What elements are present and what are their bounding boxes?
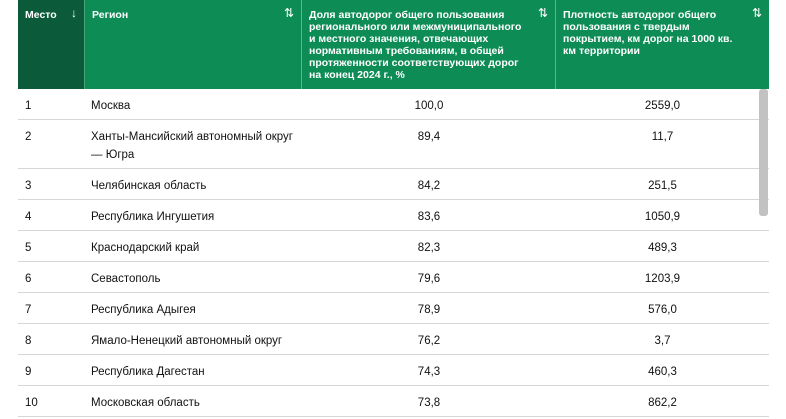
- table-row: [18, 89, 769, 120]
- rank-cell: 2: [25, 131, 32, 143]
- rating-table: [18, 0, 769, 419]
- vertical-scrollbar-thumb[interactable]: [759, 89, 768, 216]
- table-row: [18, 324, 769, 355]
- region-cell: Московская область: [91, 397, 200, 409]
- share-cell: 78,9: [417, 304, 441, 316]
- rank-cell: 4: [25, 211, 32, 223]
- column-header-label: Место: [25, 9, 57, 21]
- sort-toggle-icon[interactable]: ⇅: [283, 6, 294, 20]
- sort-toggle-icon[interactable]: ⇅: [537, 6, 548, 20]
- share-cell: 100,0: [414, 100, 444, 112]
- density-cell: 1050,9: [644, 211, 681, 223]
- table-row: [18, 231, 769, 262]
- rank-cell: 3: [25, 180, 32, 192]
- rank-cell: 6: [25, 273, 32, 285]
- column-header-rank[interactable]: [18, 0, 85, 89]
- region-cell: Республика Адыгея: [91, 304, 196, 316]
- table-row: [18, 169, 769, 200]
- share-cell: 82,3: [417, 242, 441, 254]
- column-header-label: Доля автодорог общего пользования регионального или межмуниципального и местного значения, отвечающих нормативным требованиям, в общей протяженности соответствующих дорог на конец 2024 г., %: [309, 9, 522, 81]
- region-cell: Ямало-Ненецкий автономный округ: [91, 335, 283, 347]
- share-cell: 73,8: [417, 397, 441, 409]
- region-cell: Республика Ингушетия: [91, 211, 215, 223]
- column-header-label: Регион: [92, 9, 129, 21]
- region-cell: Челябинская область: [91, 180, 207, 192]
- table-row: [18, 262, 769, 293]
- share-cell: 79,6: [417, 273, 441, 285]
- density-cell: 489,3: [648, 242, 677, 254]
- rank-cell: 1: [25, 100, 32, 112]
- rank-cell: 8: [25, 335, 32, 347]
- region-cell: Республика Дагестан: [91, 366, 205, 378]
- density-cell: 862,2: [648, 397, 677, 409]
- region-cell: Севастополь: [91, 273, 161, 285]
- density-cell: 460,3: [648, 366, 677, 378]
- share-cell: 89,4: [417, 131, 441, 143]
- table-row: [18, 200, 769, 231]
- table-row: [18, 355, 769, 386]
- table-body: [18, 89, 769, 417]
- rank-cell: 9: [25, 366, 32, 378]
- sort-desc-icon[interactable]: ↓: [71, 6, 77, 20]
- rank-cell: 7: [25, 304, 32, 316]
- column-header-density[interactable]: [556, 0, 769, 89]
- share-cell: 76,2: [417, 335, 441, 347]
- share-cell: 83,6: [417, 211, 441, 223]
- region-cell: Москва: [91, 100, 131, 112]
- region-cell: Краснодарский край: [91, 242, 200, 254]
- table-row: [18, 386, 769, 417]
- density-cell: 1203,9: [644, 273, 681, 285]
- density-cell: 576,0: [648, 304, 677, 316]
- column-header-share[interactable]: [302, 0, 556, 89]
- table-row: [18, 293, 769, 324]
- density-cell: 251,5: [648, 180, 677, 192]
- rank-cell: 10: [25, 397, 38, 409]
- sort-toggle-icon[interactable]: ⇅: [751, 6, 762, 20]
- share-cell: 84,2: [417, 180, 441, 192]
- column-header-label: Плотность автодорог общего пользования с твердым покрытием, км дорог на 1000 кв. км территории: [563, 9, 733, 57]
- density-cell: 2559,0: [644, 100, 681, 112]
- rank-cell: 5: [25, 242, 32, 254]
- density-cell: 11,7: [651, 131, 674, 143]
- table-row: [18, 120, 769, 169]
- density-cell: 3,7: [654, 335, 671, 347]
- share-cell: 74,3: [417, 366, 441, 378]
- region-cell: Ханты-Мансийский автономный округ — Югра: [91, 131, 293, 161]
- table-header: [18, 0, 769, 89]
- column-header-region[interactable]: [85, 0, 302, 89]
